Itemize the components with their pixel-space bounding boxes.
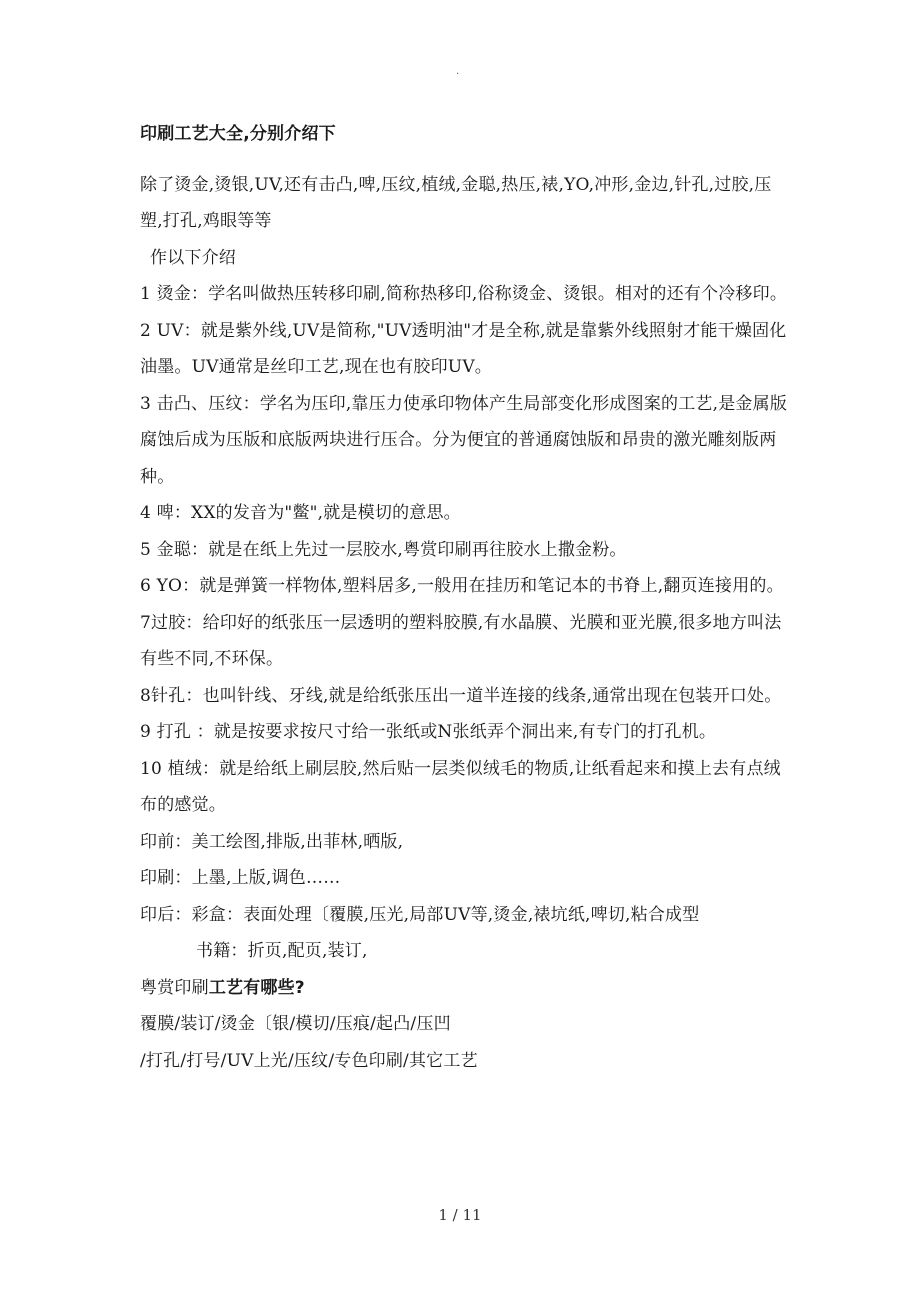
paragraph-postpress: 印后：彩盒：表面处理〔覆膜,压光,局部UV等,烫金,裱坑纸,啤切,粘合成型 xyxy=(140,904,700,925)
process-list-line-1: 覆膜/装订/烫金〔银/模切/压痕/起凸/压凹 xyxy=(140,1014,451,1034)
paragraph-8: 8针孔：也叫针线、牙线,就是给纸张压出一道半连接的线条,通常出现在包装开口处。 xyxy=(140,685,782,706)
paragraph-1: 1 烫金：学名叫做热压转移印刷,简称热移印,俗称烫金、烫银。相对的还有个冷移印。 xyxy=(140,284,788,304)
subheading-bold: 工艺有哪些? xyxy=(208,977,305,998)
paragraph-prepress: 印前：美工绘图,排版,出菲林,晒版, xyxy=(140,831,404,852)
paragraph-10: 10 植绒：就是给纸上刷层胶,然后贴一层类似绒毛的物质,让纸看起来和摸上去有点绒布的感觉。 xyxy=(140,758,781,815)
document-title: 印刷工艺大全,分别介绍下 xyxy=(140,124,336,144)
process-list-line-2: /打孔/打号/UV上光/压纹/专色印刷/其它工艺 xyxy=(140,1050,478,1071)
paragraph-6: 6 YO：就是弹簧一样物体,塑料居多,一般用在挂历和笔记本的书脊上,翻页连接用的。 xyxy=(140,576,784,596)
paragraph-9: 9 打孔 ：就是按要求按尺寸给一张纸或N张纸弄个洞出来,有专门的打孔机。 xyxy=(140,722,717,742)
header-mark: . xyxy=(456,66,460,77)
paragraph-2: 2 UV：就是紫外线,UV是简称,"UV透明油"才是全称,就是靠紫外线照射才能干燥固化油墨。UV通常是丝印工艺,现在也有胶印UV。 xyxy=(140,320,787,377)
subheading-line xyxy=(140,970,790,1007)
document-body xyxy=(140,116,790,1079)
paragraph-books: 书籍：折页,配页,装订, xyxy=(196,941,368,961)
paragraph-lead: 作以下介绍 xyxy=(150,247,236,268)
paragraph-press: 印刷：上墨,上版,调色…… xyxy=(140,868,341,888)
paragraph-intro: 除了烫金,烫银,UV,还有击凸,啤,压纹,植绒,金聪,热压,裱,YO,冲形,金边,针孔,过胶,压塑,打孔,鸡眼等等 xyxy=(140,174,772,231)
paragraph-5: 5 金聪：就是在纸上先过一层胶水,粤赏印刷再往胶水上撒金粉。 xyxy=(140,539,627,560)
subheading-normal: 粤赏印刷 xyxy=(140,977,209,998)
paragraph-4: 4 啤：XX的发音为"鳖",就是模切的意思。 xyxy=(140,503,461,523)
paragraph-7: 7过胶：给印好的纸张压一层透明的塑料胶膜,有水晶膜、光膜和亚光膜,很多地方叫法有些不同,不环保。 xyxy=(140,612,782,669)
page-number: 1 / 11 xyxy=(438,1206,482,1224)
paragraph-3: 3 击凸、压纹：学名为压印,靠压力使承印物体产生局部变化形成图案的工艺,是金属版腐蚀后成为压版和底版两块进行压合。分为便宜的普通腐蚀版和昂贵的激光雕刻版两种。 xyxy=(140,393,788,487)
